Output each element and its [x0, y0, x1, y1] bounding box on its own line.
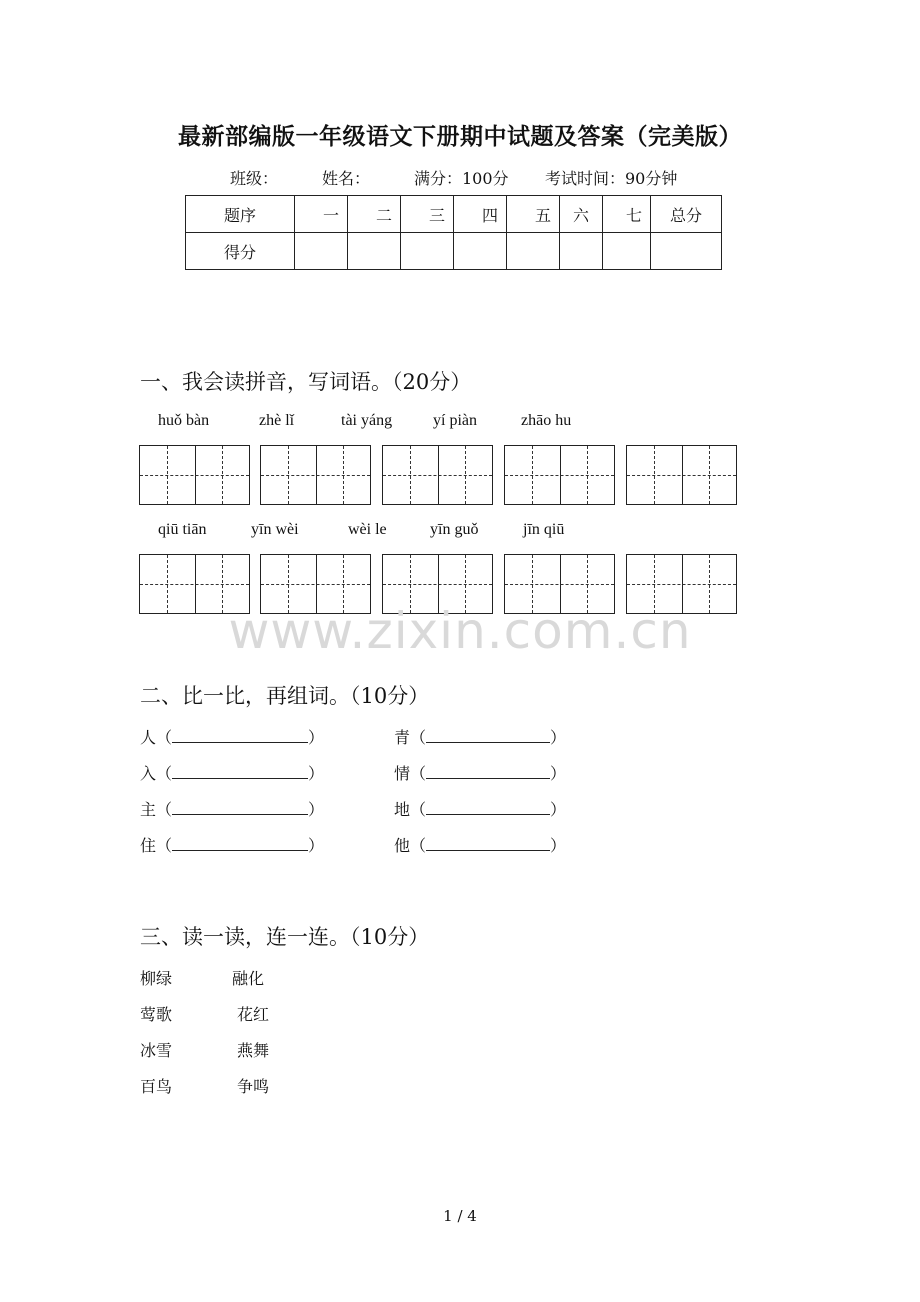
compare-row-right: 情（ ）	[394, 764, 567, 783]
answer-blank[interactable]	[172, 800, 308, 815]
compare-row-right: 青（ ）	[394, 728, 567, 747]
table-cell: 总分	[651, 196, 722, 233]
character: 人	[140, 728, 157, 747]
class-label: 班级：	[230, 169, 279, 188]
match-left-item[interactable]: 百鸟	[140, 1077, 173, 1096]
table-cell: 四	[454, 196, 507, 233]
score-input-cell[interactable]	[295, 233, 348, 270]
table-cell: 三	[401, 196, 454, 233]
match-right-item[interactable]: 融化	[232, 969, 265, 988]
pinyin-label: yīn wèi	[251, 521, 299, 538]
full-score: 满分：100分	[414, 169, 509, 188]
answer-blank[interactable]	[172, 836, 308, 851]
character: 他	[394, 836, 411, 855]
writing-grid[interactable]	[626, 445, 737, 505]
section-1-heading: 一、我会读拼音，写词语。（20分）	[140, 370, 472, 394]
compare-row-left: 人（ ）	[140, 728, 325, 747]
table-cell: 题序	[186, 196, 295, 233]
document-title: 最新部编版一年级语文下册期中试题及答案（完美版）	[178, 123, 742, 150]
table-cell: 得分	[186, 233, 295, 270]
answer-blank[interactable]	[172, 728, 308, 743]
score-input-cell[interactable]	[651, 233, 722, 270]
pinyin-label: tài yáng	[341, 412, 393, 429]
character: 入	[140, 764, 157, 783]
pinyin-label: wèi le	[348, 521, 387, 538]
table-cell: 二	[348, 196, 401, 233]
table-cell: 五	[507, 196, 560, 233]
writing-grid[interactable]	[382, 445, 493, 505]
table-cell: 七	[603, 196, 651, 233]
score-input-cell[interactable]	[454, 233, 507, 270]
match-right-item[interactable]: 花红	[237, 1005, 270, 1024]
character: 住	[140, 836, 157, 855]
character: 地	[394, 800, 411, 819]
section-2-heading: 二、比一比，再组词。（10分）	[140, 684, 430, 708]
score-table-header-row	[186, 196, 722, 233]
score-input-cell[interactable]	[348, 233, 401, 270]
pinyin-label: yí piàn	[433, 412, 477, 429]
character: 情	[394, 764, 411, 783]
compare-row-right: 他（ ）	[394, 836, 567, 855]
answer-blank[interactable]	[426, 728, 550, 743]
compare-row-left: 主（ ）	[140, 800, 325, 819]
pinyin-label: huǒ bàn	[158, 412, 210, 429]
pinyin-label: zhāo hu	[521, 412, 572, 429]
section-3-heading: 三、读一读，连一连。（10分）	[140, 925, 430, 949]
answer-blank[interactable]	[426, 800, 550, 815]
score-table	[185, 195, 722, 270]
compare-row-right: 地（ ）	[394, 800, 567, 819]
score-input-cell[interactable]	[560, 233, 603, 270]
score-table-score-row	[186, 233, 722, 270]
writing-grid[interactable]	[139, 445, 250, 505]
pinyin-label: qiū tiān	[158, 521, 207, 538]
pinyin-label: yīn guǒ	[430, 521, 479, 538]
name-label: 姓名：	[322, 169, 371, 188]
score-input-cell[interactable]	[603, 233, 651, 270]
score-input-cell[interactable]	[401, 233, 454, 270]
table-cell: 六	[560, 196, 603, 233]
match-left-item[interactable]: 柳绿	[140, 969, 173, 988]
writing-grid[interactable]	[260, 445, 371, 505]
watermark: www.zixin.com.cn	[228, 602, 692, 660]
pinyin-label: zhè lǐ	[259, 412, 295, 429]
writing-grid[interactable]	[504, 445, 615, 505]
exam-time: 考试时间：90分钟	[545, 169, 678, 188]
match-left-item[interactable]: 冰雪	[140, 1041, 173, 1060]
answer-blank[interactable]	[172, 764, 308, 779]
match-right-item[interactable]: 争鸣	[237, 1077, 270, 1096]
page-number: 1 / 4	[443, 1207, 477, 1225]
pinyin-label: jīn qiū	[523, 521, 565, 538]
character: 青	[394, 728, 411, 747]
match-left-item[interactable]: 莺歌	[140, 1005, 173, 1024]
answer-blank[interactable]	[426, 836, 550, 851]
score-input-cell[interactable]	[507, 233, 560, 270]
answer-blank[interactable]	[426, 764, 550, 779]
compare-row-left: 住（ ）	[140, 836, 325, 855]
character: 主	[140, 800, 157, 819]
compare-row-left: 入（ ）	[140, 764, 325, 783]
match-right-item[interactable]: 燕舞	[237, 1041, 270, 1060]
table-cell: 一	[295, 196, 348, 233]
